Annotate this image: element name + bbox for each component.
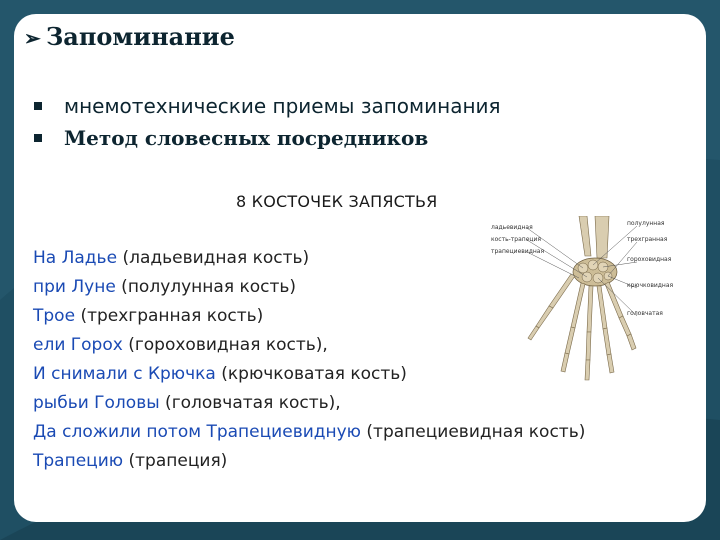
mnemonic-explanation: (гороховидная кость), <box>122 335 328 355</box>
bullet-item <box>34 122 501 154</box>
figure-label: гороховидная <box>627 256 672 263</box>
mnemonic-explanation: (полулунная кость) <box>115 277 297 297</box>
mnemonic-explanation: (трапециевидная кость) <box>361 422 586 442</box>
mnemonic-line <box>33 422 585 451</box>
mnemonic-keyword: И снимали с Крючка <box>33 364 216 384</box>
mnemonic-line <box>33 451 585 480</box>
figure-label: трапециевидная <box>491 248 545 255</box>
figure-label: ладьевидная <box>491 224 533 231</box>
title-text: Запоминание <box>46 22 235 51</box>
square-bullet-icon <box>34 134 42 142</box>
arrow-bullet-icon: ➢ <box>24 26 41 50</box>
mnemonic-line <box>33 306 585 335</box>
mnemonic-keyword: Трапецию <box>33 451 124 471</box>
bullet-text: мнемотехнические приемы запоминания <box>64 94 501 118</box>
mnemonic-line <box>33 335 585 364</box>
mnemonic-explanation: (крючковатая кость) <box>215 364 407 384</box>
square-bullet-icon <box>34 102 42 110</box>
figure-label: крючковидная <box>627 282 674 289</box>
bullet-item <box>34 90 501 122</box>
mnemonic-line <box>33 248 585 277</box>
figure-label: полулунная <box>627 220 665 227</box>
mnemonic-keyword: Трое <box>33 306 76 326</box>
mnemonic-explanation: (головчатая кость), <box>159 393 341 413</box>
mnemonic-line <box>33 364 585 393</box>
mnemonic-explanation: (ладьевидная кость) <box>117 248 310 268</box>
figure-label: головчатая <box>627 310 663 317</box>
figure-label: кость-трапеция <box>491 236 541 243</box>
mnemonic-keyword: при Луне <box>33 277 116 297</box>
section-heading: 8 КОСТОЧЕК ЗАПЯСТЬЯ <box>236 192 438 211</box>
bullet-text: Метод словесных посредников <box>64 126 429 150</box>
mnemonic-explanation: (трехгранная кость) <box>75 306 264 326</box>
mnemonic-keyword: рыбьи Головы <box>33 393 160 413</box>
mnemonic-keyword: На Ладье <box>33 248 118 268</box>
mnemonic-explanation: (трапеция) <box>123 451 228 471</box>
mnemonic-list <box>33 248 585 480</box>
mnemonic-keyword: ели Горох <box>33 335 123 355</box>
slide-title <box>24 22 235 51</box>
bullet-list <box>34 90 501 154</box>
mnemonic-keyword: Да сложили потом Трапециевидную <box>33 422 361 442</box>
mnemonic-line <box>33 393 585 422</box>
figure-label: трехгранная <box>627 236 668 243</box>
mnemonic-line <box>33 277 585 306</box>
